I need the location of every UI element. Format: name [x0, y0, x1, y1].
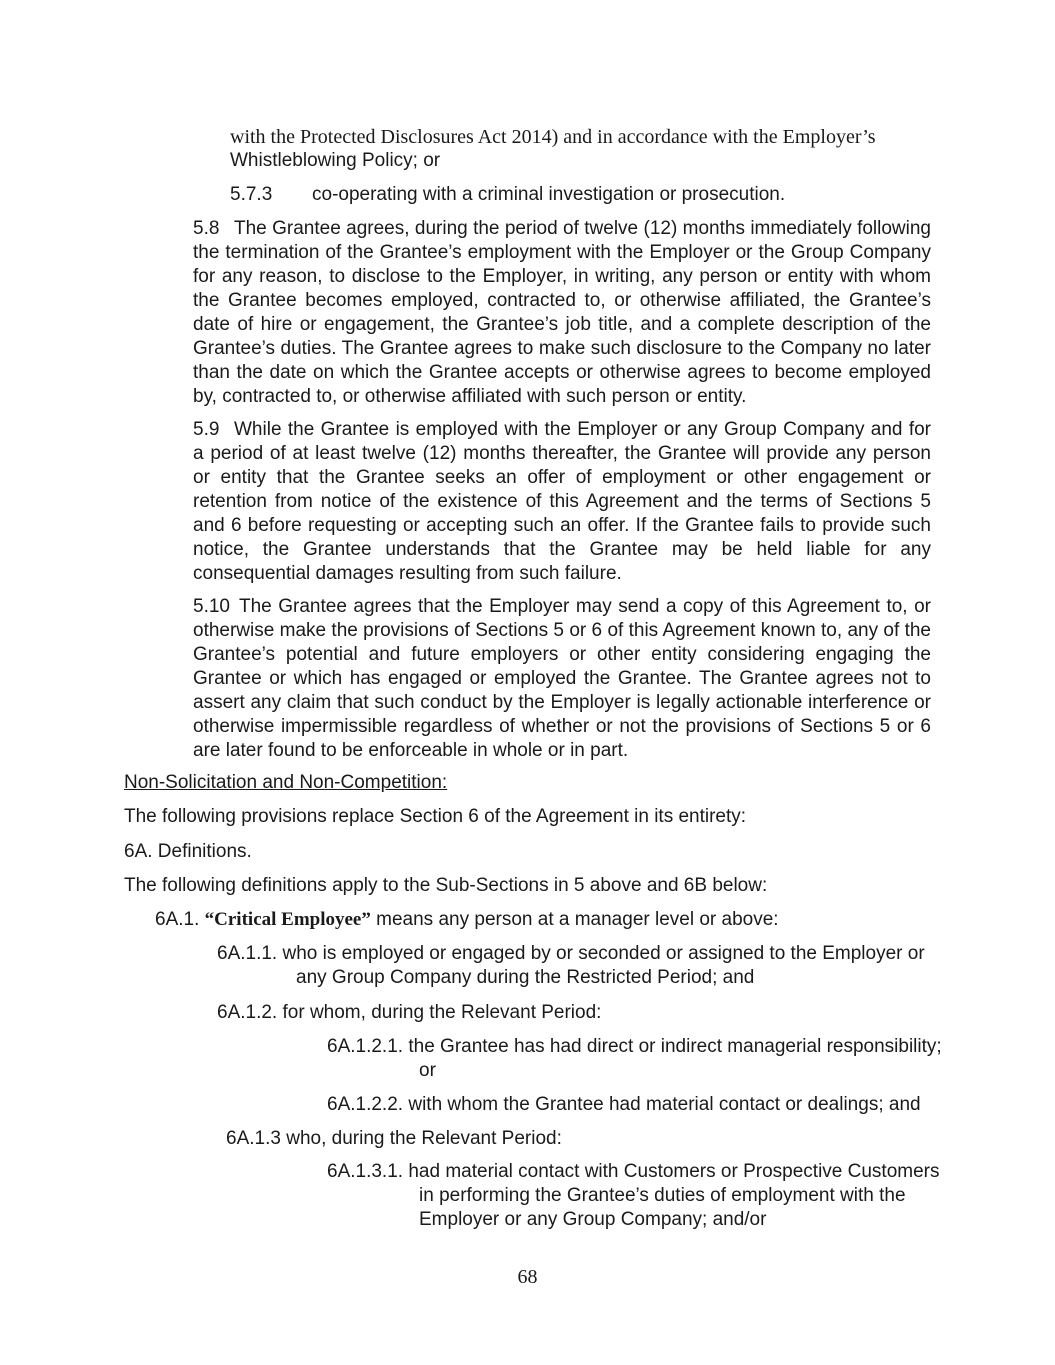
clause-text: who, during the Relevant Period: [286, 1128, 562, 1149]
clause-number: 6A.1.2.2. [327, 1094, 404, 1115]
clause-5-7-2-continuation-line1: with the Protected Disclosures Act 2014) and in accordance with the Employer’s [230, 126, 876, 148]
clause-number: 6A.1.2.1. [327, 1036, 404, 1057]
page-number: 68 [517, 1266, 538, 1288]
clause-number: 6A.1.3.1. [327, 1161, 404, 1182]
clause-5-9 [193, 418, 931, 586]
definition-6a-1-1-line2: any Group Company during the Restricted Period; and [296, 967, 755, 988]
clause-text-line1: the Grantee has had direct or indirect managerial responsibility; [408, 1036, 942, 1057]
clause-text: means any person at a manager level or above: [376, 909, 779, 930]
clause-text: with whom the Grantee had material contact or dealings; and [408, 1094, 921, 1115]
clause-text: While the Grantee is employed with the Employer or any Group Company and for a period of at least twelve (12) months thereafter, the Grantee will provide any person or entity that the Grantee seeks an offer of employment or other engagement or retention from notice of the existence of this Agreement and the terms of Sections 5 and 6 before requesting or accepting such an offer. If the Grantee fails to provide such notice, the Grantee understands that the Grantee may be held liable for any consequential damages resulting from such failure. [193, 419, 931, 584]
definition-6a-1-3-1-line2: in performing the Grantee’s duties of employment with the [419, 1185, 906, 1206]
definitions-intro: The following definitions apply to the Sub-Sections in 5 above and 6B below: [124, 875, 768, 896]
defined-term: “Critical Employee” [204, 909, 371, 930]
definition-6a-1-2-2 [327, 1093, 921, 1117]
section-heading-6a-definitions: 6A. Definitions. [124, 841, 252, 862]
definition-6a-1-3-1 [327, 1160, 940, 1184]
clause-number: 5.10 [193, 596, 230, 617]
definition-6a-1-3 [226, 1127, 562, 1151]
replace-statement: The following provisions replace Section 6 of the Agreement in its entirety: [124, 806, 747, 827]
clause-5-7-2-continuation-line2: Whistleblowing Policy; or [230, 150, 441, 171]
clause-text: co-operating with a criminal investigation or prosecution. [312, 184, 786, 205]
clause-text: for whom, during the Relevant Period: [282, 1002, 602, 1023]
clause-text-line1: had material contact with Customers or Prospective Customers [408, 1161, 940, 1182]
definition-6a-1-2-1-line2: or [419, 1060, 436, 1081]
clause-number: 5.8 [193, 218, 220, 239]
clause-text-line1: who is employed or engaged by or seconded or assigned to the Employer or [282, 943, 925, 964]
clause-number: 6A.1.2. [217, 1002, 278, 1023]
definition-6a-1-3-1-line3: Employer or any Group Company; and/or [419, 1209, 767, 1230]
definition-6a-1-2 [217, 1001, 601, 1025]
clause-number: 5.9 [193, 419, 220, 440]
clause-5-8 [193, 217, 931, 409]
clause-number: 5.7.3 [230, 184, 273, 205]
section-heading-non-solicitation: Non-Solicitation and Non-Competition: [124, 772, 448, 793]
clause-5-7-3 [230, 183, 931, 207]
clause-number: 6A.1.3 [226, 1128, 281, 1149]
clause-text: The Grantee agrees that the Employer may send a copy of this Agreement to, or otherwise make the provisions of Sections 5 or 6 of this Agreement known to, any of the Grantee’s potential and future employers or other entity considering engaging the Grantee or which has engaged or employed the Grantee. The Grantee agrees not to assert any claim that such conduct by the Employer is legally actionable interference or otherwise impermissible regardless of whether or not the provisions of Sections 5 or 6 are later found to be enforceable in whole or in part. [193, 596, 931, 761]
clause-number: 6A.1. [155, 909, 200, 930]
clause-text: The Grantee agrees, during the period of twelve (12) months immediately following the termination of the Grantee’s employment with the Employer or the Group Company for any reason, to disclose to the Employer, in writing, any person or entity with whom the Grantee becomes employed, contracted to, or otherwise affiliated, the Grantee’s date of hire or engagement, the Grantee’s job title, and a complete description of the Grantee’s duties. The Grantee agrees to make such disclosure to the Company no later than the date on which the Grantee accepts or otherwise agrees to become employed by, contracted to, or otherwise affiliated with such person or entity. [193, 218, 931, 407]
definition-6a-1 [155, 908, 779, 932]
clause-number: 6A.1.1. [217, 943, 278, 964]
clause-5-10 [193, 595, 931, 763]
definition-6a-1-1 [217, 942, 931, 966]
definition-6a-1-2-1 [327, 1035, 942, 1059]
